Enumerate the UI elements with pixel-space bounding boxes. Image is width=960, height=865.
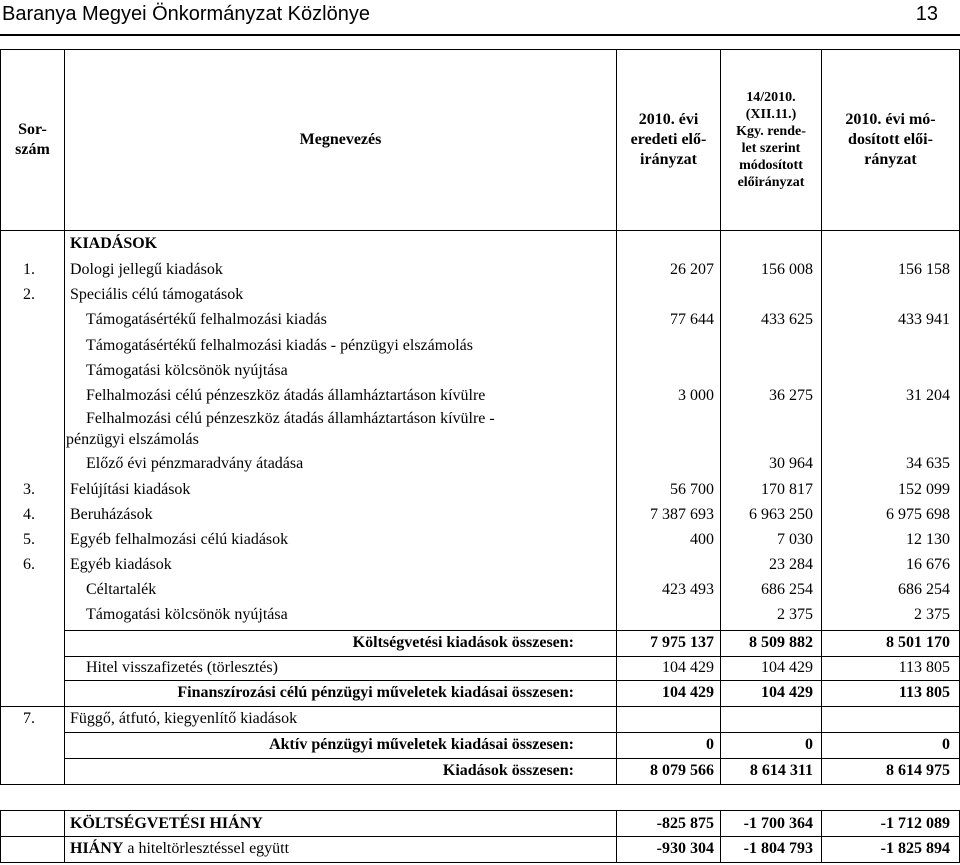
table-border [64, 732, 960, 733]
section-title: KIADÁSOK [70, 235, 158, 252]
table-border [64, 810, 65, 863]
total-name: Kiadások összesen: [442, 762, 574, 779]
value-original: -930 304 [656, 840, 714, 857]
row-name: Egyéb felhalmozási célú kiadások [70, 531, 289, 548]
value-modified: 686 254 [898, 581, 950, 598]
value-original: 7 975 137 [650, 634, 714, 651]
row-number: 7. [23, 710, 35, 727]
value-original: 8 079 566 [650, 762, 714, 779]
table-border [0, 836, 960, 837]
row-name: Dologi jellegű kiadások [70, 261, 223, 278]
value-kgy: -1 700 364 [743, 815, 813, 832]
value-kgy: 433 625 [761, 311, 813, 328]
table-border [0, 862, 960, 863]
deficit-name-bold: HIÁNY [70, 840, 124, 857]
value-modified: 8 614 975 [886, 762, 950, 779]
value-kgy: -1 804 793 [743, 840, 813, 857]
row-name: Előző évi pénzmaradvány átadása [86, 455, 304, 472]
column-header-no: Sor- szám [15, 121, 50, 158]
total-name: Finanszírozási célú pénzügyi műveletek kiadásai összesen: [177, 684, 574, 701]
column-header-modified: 2010. évi mó- dosított elői- rányzat [845, 111, 936, 168]
value-kgy: 170 817 [761, 481, 813, 498]
value-kgy: 686 254 [761, 581, 813, 598]
value-modified: 152 099 [898, 481, 950, 498]
row-name: Függő, átfutó, kiegyenlítő kiadások [70, 710, 298, 727]
row-name-continuation: pénzügyi elszámolás [66, 431, 199, 448]
deficit-name: KÖLTSÉGVETÉSI HIÁNY [70, 815, 263, 832]
column-header-name: Megnevezés [299, 131, 382, 148]
row-name: Támogatási kölcsönök nyújtása [86, 606, 288, 623]
value-kgy: 36 275 [769, 387, 813, 404]
value-kgy: 23 284 [769, 556, 813, 573]
row-number: 2. [23, 286, 35, 303]
table-border [64, 680, 960, 681]
table-border [0, 706, 960, 707]
value-modified: 6 975 698 [886, 506, 950, 523]
column-header-kgy: 14/2010. (XII.11.) Kgy. rende- let szerint módosított előirányzat [736, 90, 806, 190]
page-header [0, 0, 960, 36]
value-original: 0 [706, 736, 714, 753]
total-name: Aktív pénzügyi műveletek kiadásai összesen: [269, 736, 574, 753]
table-border [64, 630, 960, 631]
value-original: -825 875 [656, 815, 714, 832]
value-kgy: 6 963 250 [749, 506, 813, 523]
value-modified: 433 941 [898, 311, 950, 328]
value-modified: -1 712 089 [880, 815, 950, 832]
row-name: Felújítási kiadások [70, 481, 191, 498]
row-name: Támogatási kölcsönök nyújtása [86, 362, 288, 379]
table-border [64, 758, 960, 759]
value-modified: -1 825 894 [880, 840, 950, 857]
row-name: Hitel visszafizetés (törlesztés) [86, 659, 278, 676]
row-name: Felhalmozási célú pénzeszköz átadás államháztartáson kívülre [86, 387, 486, 404]
value-modified: 2 375 [914, 606, 950, 623]
row-name: Támogatásértékű felhalmozási kiadás - pénzügyi elszámolás [86, 337, 473, 354]
value-original: 104 429 [662, 684, 714, 701]
value-modified: 8 501 170 [886, 634, 950, 651]
deficit-name [70, 840, 289, 858]
value-kgy: 30 964 [769, 455, 813, 472]
table-border [616, 810, 617, 863]
table-border [0, 784, 960, 785]
value-kgy: 8 509 882 [749, 634, 813, 651]
value-kgy: 156 008 [761, 261, 813, 278]
value-modified: 113 805 [898, 659, 950, 676]
column-header-original: 2010. évi eredeti elő- irányzat [630, 111, 707, 168]
row-number: 3. [23, 481, 35, 498]
value-modified: 156 158 [898, 261, 950, 278]
value-original: 7 387 693 [650, 506, 714, 523]
value-original: 3 000 [678, 387, 714, 404]
row-number: 5. [23, 531, 35, 548]
value-original: 104 429 [662, 659, 714, 676]
table-border [64, 656, 960, 657]
value-kgy: 2 375 [777, 606, 813, 623]
table-border [821, 810, 822, 863]
table-border [0, 230, 960, 231]
value-kgy: 104 429 [761, 684, 813, 701]
row-name: Speciális célú támogatások [70, 286, 244, 303]
value-original: 26 207 [670, 261, 714, 278]
row-name: Beruházások [70, 506, 153, 523]
value-modified: 31 204 [906, 387, 950, 404]
table-border [0, 810, 1, 863]
value-kgy: 0 [805, 736, 813, 753]
deficit-name-rest: a hiteltörlesztéssel együtt [123, 840, 290, 857]
page-number: 13 [915, 3, 938, 25]
row-name: Céltartalék [86, 581, 157, 598]
row-name: Támogatásértékű felhalmozási kiadás [86, 311, 327, 328]
total-name: Költségvetési kiadások összesen: [352, 634, 574, 651]
value-kgy: 104 429 [761, 659, 813, 676]
table-border [720, 810, 721, 863]
value-modified: 34 635 [906, 455, 950, 472]
table-border [0, 810, 960, 811]
value-modified: 0 [942, 736, 950, 753]
row-number: 4. [23, 506, 35, 523]
value-original: 77 644 [670, 311, 714, 328]
value-modified: 16 676 [906, 556, 950, 573]
value-original: 56 700 [670, 481, 714, 498]
value-kgy: 8 614 311 [749, 762, 813, 779]
row-name: Egyéb kiadások [70, 556, 172, 573]
value-kgy: 7 030 [777, 531, 813, 548]
row-number: 1. [23, 261, 35, 278]
value-modified: 12 130 [906, 531, 950, 548]
value-original: 400 [690, 531, 714, 548]
publication-title: Baranya Megyei Önkormányzat Közlönye [2, 3, 370, 25]
row-name: Felhalmozási célú pénzeszköz átadás államháztartáson kívülre - [86, 410, 495, 427]
value-original: 423 493 [662, 581, 714, 598]
value-modified: 113 805 [898, 684, 950, 701]
row-number: 6. [23, 556, 35, 573]
